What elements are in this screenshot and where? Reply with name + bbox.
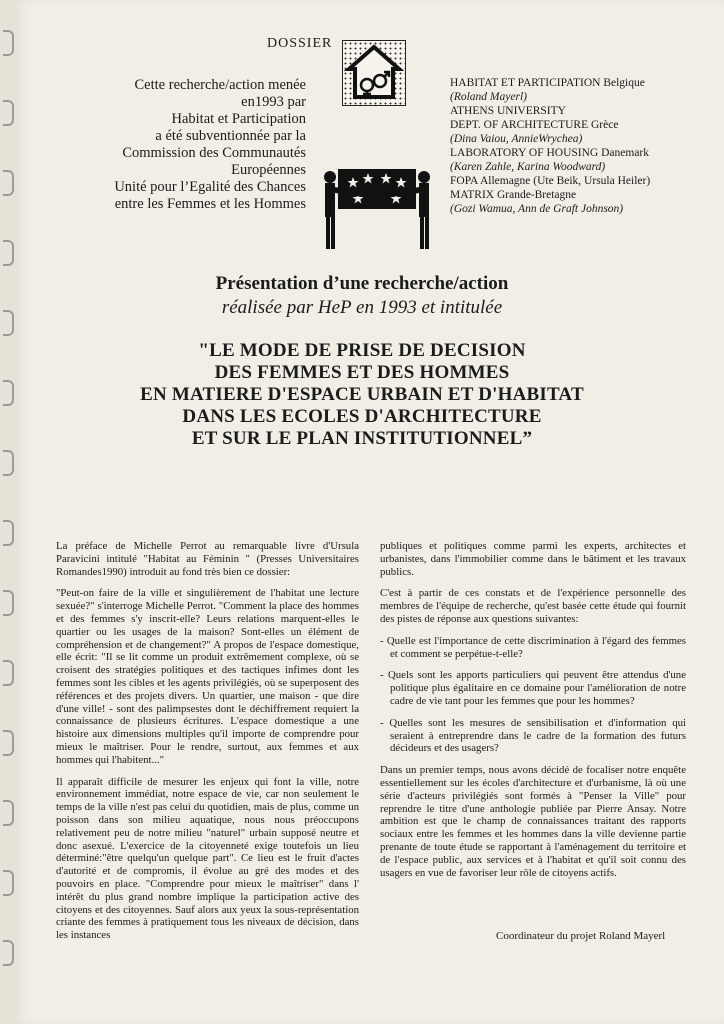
study-title-line: EN MATIERE D'ESPACE URBAIN ET D'HABITAT <box>140 384 584 405</box>
funding-line: Cette recherche/action menée <box>134 77 306 93</box>
binder-ring <box>3 660 14 686</box>
binder-ring <box>3 240 14 266</box>
study-title-line: "LE MODE DE PRISE DE DECISION <box>198 340 526 361</box>
partner-line: (Roland Mayerl) <box>450 91 527 103</box>
funding-statement <box>46 77 306 213</box>
list-item: - Quels sont les apports particuliers qui peuvent être attendus d'une politique plus égalitaire en ce domaine pour l'amélioration de notre cadre de vie tant pour les femmes que pour les hommes? <box>380 669 686 707</box>
binder-ring <box>3 450 14 476</box>
binder-ring <box>3 170 14 196</box>
partner-line: (Karen Zahle, Karina Woodward) <box>450 161 606 173</box>
partner-line: FOPA Allemagne (Ute Beik, Ursula Heiler) <box>450 175 651 187</box>
study-title-line: DANS LES ECOLES D'ARCHITECTURE <box>182 406 542 427</box>
dossier-label: DOSSIER <box>267 36 333 51</box>
two-figures-stars-illustration <box>318 165 436 255</box>
funding-line: Unité pour l’Egalité des Chances <box>114 179 306 195</box>
binder-ring <box>3 730 14 756</box>
signature: Coordinateur du projet Roland Mayerl <box>496 930 666 942</box>
funding-line: a été subventionnée par la <box>155 128 306 144</box>
binder-ring <box>3 590 14 616</box>
binder-ring <box>3 520 14 546</box>
funding-line: Européennes <box>231 162 306 178</box>
presentation-subtitle: réalisée par HeP en 1993 et intitulée <box>221 297 503 318</box>
binder-ring <box>3 800 14 826</box>
list-item: - Quelles sont les mesures de sensibilisation et d'information qui seraient à entreprendre dans le cadre de la formation des futurs décideurs et des usagers? <box>380 716 686 755</box>
paragraph: "Peut-on faire de la ville et singulièrement de l'habitat une lecture sexuée?" s'interroge Michelle Perrot. "Comment la place des hommes et des femmes s'y inscrit-elle? Leurs relations marquent-elles le quartier ou les usages de la maison? Sont-elles un élément de compréhension et de changement?" A propos de l'espace domestique, elle écrit: "Il se lit comme un produit extrêmement complexe, où se croisent des stratégies politiques et des tactiques infimes dont les femmes sont les cibles et les agents privilégiés, où se superposent des références et des projets divers. Un quartier, une maison - que dire d'une ville! - sont des palimpsestes dont le déchiffrement requiert la connaissance de plusieurs écritures. L'espace domestique a une histoire aux dimensions multiples qu'il importe de comprendre pour mieux le maîtriser. Pour le rendre, surtout, aux femmes et aux hommes qui l'habitent..." <box>56 587 359 766</box>
partner-line: LABORATORY OF HOUSING Danemark <box>450 147 650 159</box>
funding-line: Habitat et Participation <box>171 111 306 127</box>
paragraph: Il apparaît difficile de mesurer les enjeux qui font la ville, notre environnement immédiat, notre espace de vie, car non seulement le temps de la ville n'est pas celui du quotidien, mais de plus, comme un poisson dans son milieu aquatique, nous nous préoccupons relativement peu de notre milieu "naturel" urbain supposé neutre et donc asexué. L'exercice de la citoyenneté exige toutefois un lieu déterminé:"être quelqu'un quelque part". Ce lieu est le fruit d'actes d'autorité et de compromis, il évolue au gré des modes et des pouvoirs en place. "Comprendre pour mieux le maîtriser" dans l' intérêt du plus grand nombre implique la participation active des citoyens et des citoyennes. Sauf alors aux yeux la sous-représentation criante des femmes à pratiquement tous les niveaux de décision, dans les instances <box>56 775 359 942</box>
binder-ring <box>3 940 14 966</box>
left-column <box>56 540 359 951</box>
partner-line: (Dina Vaiou, AnnieWrychea) <box>450 133 583 145</box>
binder-ring <box>3 870 14 896</box>
funding-line: entre les Femmes et les Hommes <box>114 196 306 212</box>
list-item: - Quelle est l'importance de cette discrimination à l'égard des femmes et comment se perpétue-t-elle? <box>380 634 686 660</box>
partners-list <box>450 76 720 216</box>
partner-line: ATHENS UNIVERSITY <box>450 105 566 117</box>
binder-ring <box>3 30 14 56</box>
binder-ring <box>3 100 14 126</box>
paragraph: La préface de Michelle Perrot au remarquable livre d'Ursula Paravicini intitulé "Habitat au Féminin " (Presses Universitaires Romandes1990) introduit au fond très bien ce dossier: <box>56 540 359 578</box>
study-title <box>0 340 724 450</box>
funding-line: en1993 par <box>241 94 306 110</box>
house-gender-symbols-icon <box>342 40 406 106</box>
partner-line: (Gozi Wamua, Ann de Graft Johnson) <box>450 203 624 215</box>
study-title-line: ET SUR LE PLAN INSTITUTIONNEL” <box>191 428 533 449</box>
funding-line: Commission des Communautés <box>122 145 306 161</box>
paragraph: publiques et politiques comme parmi les experts, architectes et urbanistes, dans l'immobilier comme dans le bâtiment et les travaux publics. <box>380 540 686 578</box>
paragraph: C'est à partir de ces constats et de l'expérience personnelle des membres de l'équipe de recherche, qu'est basée cette étude qui fournit des pistes de réponse aux questions suivantes: <box>380 587 686 625</box>
title-block <box>0 272 724 450</box>
right-column <box>380 540 686 888</box>
presentation-title: Présentation d’une recherche/action <box>215 273 509 294</box>
partner-line: DEPT. OF ARCHITECTURE Grèce <box>450 119 619 131</box>
partner-line: HABITAT ET PARTICIPATION Belgique <box>450 77 645 89</box>
questions-list <box>380 635 686 755</box>
partner-line: MATRIX Grande-Bretagne <box>450 189 577 201</box>
paragraph: Dans un premier temps, nous avons décidé de focaliser notre enquête essentiellement sur les écoles d'architecture et d'urbanisme, là où une série d'acteurs privilégiés sont formés à "Penser la Ville" pour reprendre le titre d'une anthologie publiée par Pierre Ansay. Notre ambition est que le champ de connaissances traitant des rapports sociaux entre les femmes et les hommes dans la ville devienne partie prenante de toute étude se rapportant à l'aménagement du territoire et de l'espace public, aux services et à l'habitat et qu'il soit connu des usagers en vue de favoriser leur rôle de citoyens actifs. <box>380 764 686 879</box>
study-title-line: DES FEMMES ET DES HOMMES <box>214 362 510 383</box>
